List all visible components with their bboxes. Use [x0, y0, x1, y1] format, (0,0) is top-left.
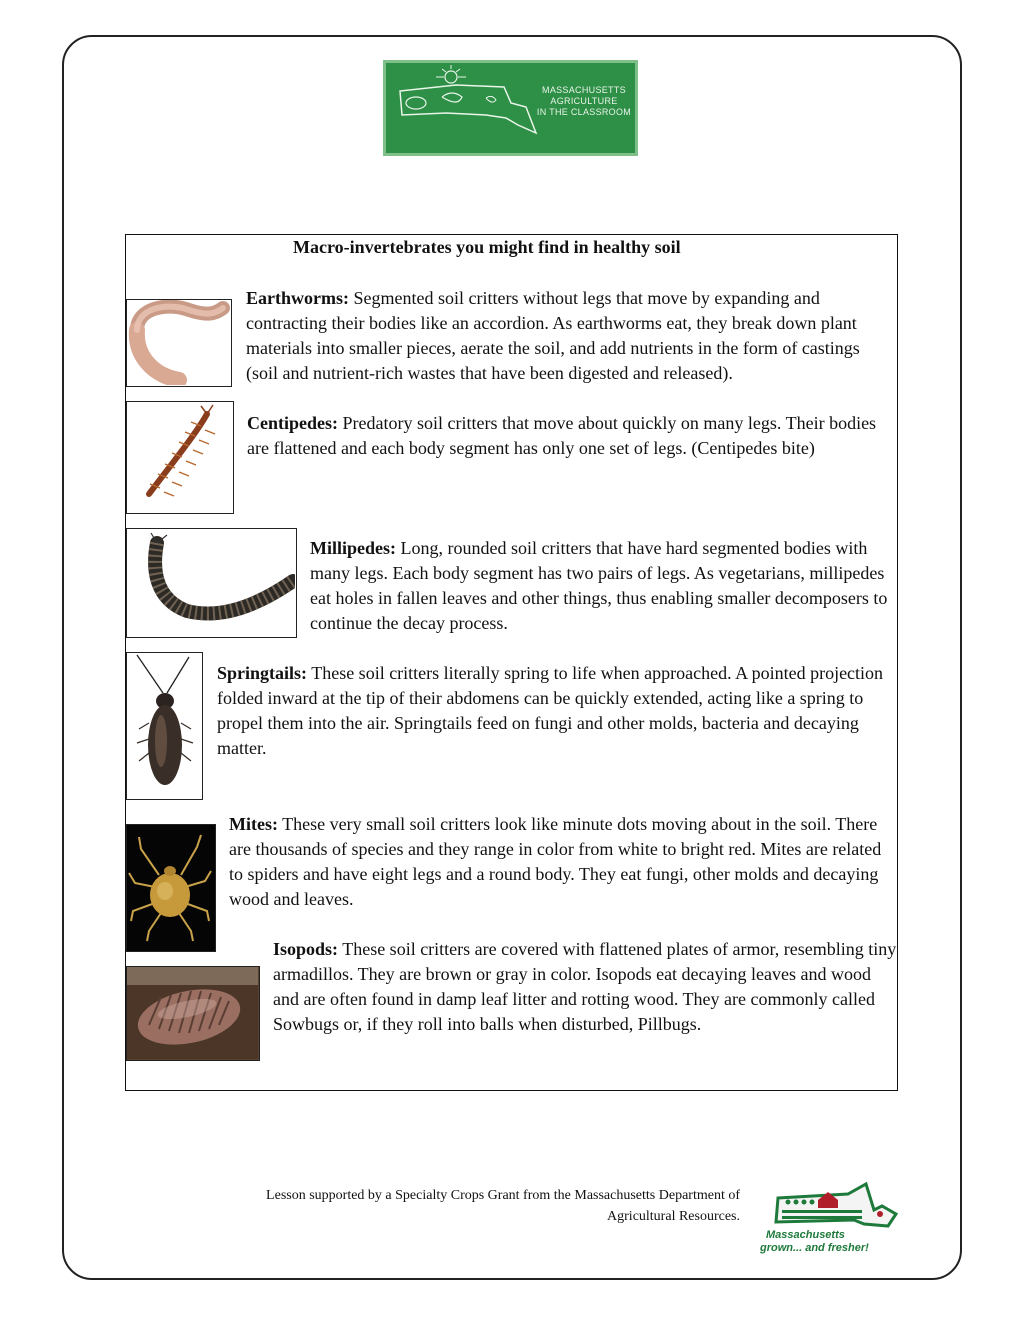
entry-springtails: [217, 661, 892, 761]
entry-name-centipedes: Centipedes:: [247, 413, 338, 433]
entry-name-mites: Mites:: [229, 814, 278, 834]
entry-earthworms: [246, 286, 891, 386]
footer-logo-line-2: grown... and fresher!: [760, 1242, 869, 1254]
logo-text: [534, 85, 634, 118]
entry-name-springtails: Springtails:: [217, 663, 308, 683]
box-title: Macro-invertebrates you might find in healthy soil: [293, 237, 681, 257]
entry-name-millipedes: Millipedes:: [310, 538, 396, 558]
entry-isopods: [273, 937, 898, 1037]
entry-text-isopods: These soil critters are covered with flattened plates of armor, resembling tiny armadillos. They are brown or gray in color. Isopods eat decaying leaves and wood and are often found in damp leaf litter and rotting wood. They are commonly called Sowbugs or, if they roll into balls when disturbed, Pillbugs.: [273, 939, 897, 1034]
logo-line-3: IN THE CLASSROOM: [536, 107, 632, 117]
footer-line-2: Agricultural Resources.: [607, 1209, 740, 1224]
massachusetts-grown-icon: [756, 1180, 906, 1255]
centipede-image: [126, 401, 234, 514]
isopod-image: [126, 966, 260, 1061]
earthworm-image: [126, 299, 232, 387]
entry-centipedes: [247, 411, 887, 461]
entry-text-millipedes: Long, rounded soil critters that have hard segmented bodies with many legs. Each body segment has two pairs of legs. As vegetarians, millipedes eat holes in fallen leaves and other things, thus enabling smaller decomposers to continue the decay process.: [310, 538, 888, 633]
entry-text-earthworms: Segmented soil critters without legs that move by expanding and contracting their bodies like an accordion. As earthworms eat, they break down plant materials into smaller pieces, aerate the soil, and add nutrients in the form of castings (soil and nutrient-rich wastes that have been digested and released).: [246, 288, 860, 383]
entry-text-mites: These very small soil critters look like minute dots moving about in the soil. There are thousands of species and they range in color from white to bright red. Mites are related to spiders and have eight legs and a round body. They eat fungi, other molds and decaying wood and leaves.: [229, 814, 882, 909]
entry-millipedes: [310, 536, 895, 636]
footer-text: [140, 1185, 740, 1227]
logo-line-2: AGRICULTURE: [550, 96, 618, 106]
massachusetts-grown-logo: [756, 1180, 906, 1255]
entry-name-earthworms: Earthworms:: [246, 288, 349, 308]
logo-line-1: MASSACHUSETTS: [542, 85, 626, 95]
agriculture-in-classroom-logo: [383, 60, 638, 156]
millipede-image: [126, 528, 297, 638]
footer-line-1: Lesson supported by a Specialty Crops Grant from the Massachusetts Department of: [266, 1188, 740, 1203]
mite-image: [126, 824, 216, 952]
entry-mites: [229, 812, 894, 912]
entry-text-springtails: These soil critters literally spring to life when approached. A pointed projection folded inward at the tip of their abdomens can be quickly extended, acting like a spring to propel them into the air. Springtails feed on fungi and other molds, bacteria and decaying matter.: [217, 663, 884, 758]
springtail-image: [126, 652, 203, 800]
entry-name-isopods: Isopods:: [273, 939, 339, 959]
footer-logo-line-1: Massachusetts: [766, 1229, 845, 1241]
entry-text-centipedes: Predatory soil critters that move about quickly on many legs. Their bodies are flattened and each body segment has only one set of legs. (Centipedes bite): [247, 413, 877, 458]
